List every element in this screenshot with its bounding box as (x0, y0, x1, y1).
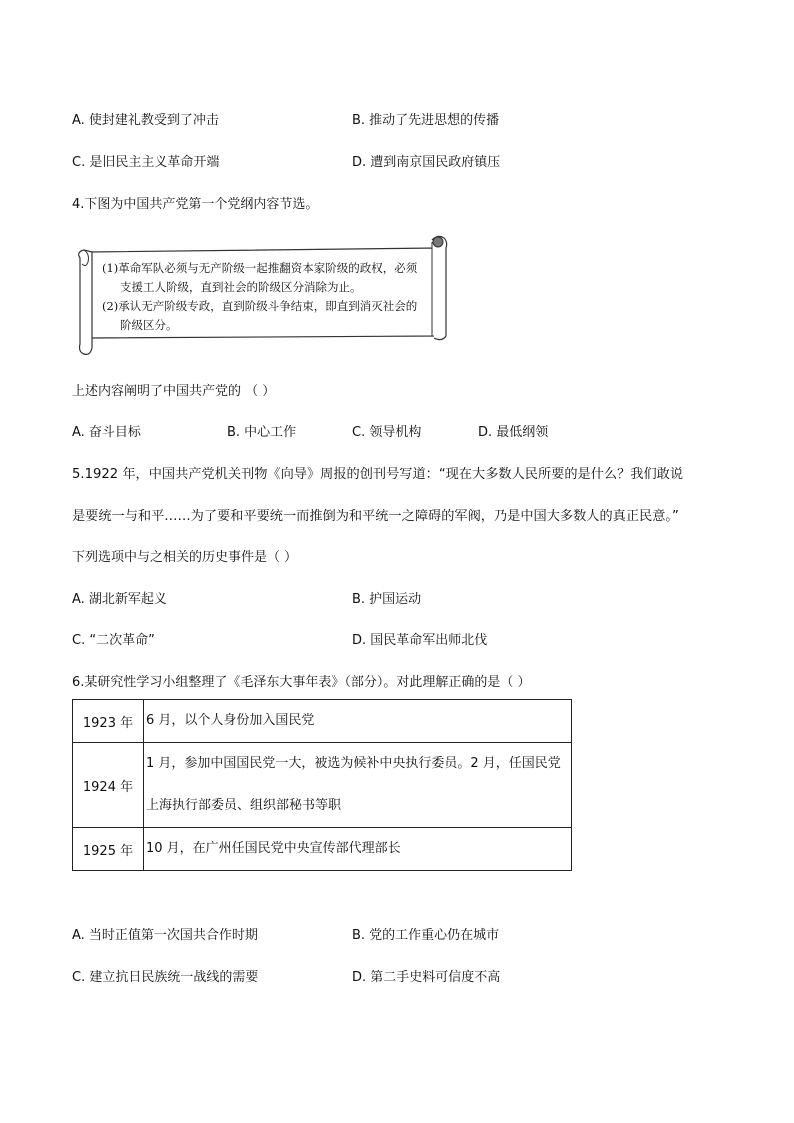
table-cell-event: 6 月，以个人身份加入国民党 (144, 700, 572, 743)
table-row (73, 700, 572, 743)
scroll-line-1: (1)革命军队必须与无产阶级一起推翻资本家阶级的政权，必须 (102, 261, 418, 275)
q3-option-d: D. 遭到南京国民政府镇压 (352, 155, 501, 170)
q3-option-a: A. 使封建礼教受到了冲击 (72, 113, 219, 128)
q5-stem-line-2: 是要统一与和平……为了要和平要统一而推倒为和平统一之障碍的军阀，乃是中国大多数人的真正民意。” (72, 509, 679, 524)
q5-option-a: A. 湖北新军起义 (72, 592, 167, 607)
q3-option-b: B. 推动了先进思想的传播 (352, 113, 500, 128)
table-cell-event: 10 月，在广州任国民党中央宣传部代理部长 (144, 828, 572, 871)
scroll-line-4: 阶级区分。 (120, 318, 178, 332)
table-cell-year: 1924 年 (73, 743, 144, 828)
table-row (73, 743, 572, 828)
q4-option-c: C. 领导机构 (352, 425, 422, 440)
q6-option-d: D. 第二手史料可信度不高 (352, 970, 501, 985)
scroll-illustration (76, 232, 448, 358)
table-cell-year: 1923 年 (73, 700, 144, 743)
q6-option-c: C. 建立抗日民族统一战线的需要 (72, 970, 259, 985)
q6-option-b: B. 党的工作重心仍在城市 (352, 928, 500, 943)
q4-question: 上述内容阐明了中国共产党的 （ ） (72, 384, 276, 399)
scroll-line-3: (2)承认无产阶级专政，直到阶级斗争结束，即直到消灭社会的 (102, 299, 418, 313)
q6-stem: 6.某研究性学习小组整理了《毛泽东大事年表》（部分）。对此理解正确的是（ ） (72, 675, 531, 690)
q5-option-b: B. 护国运动 (352, 592, 422, 607)
q5-stem-line-1: 5.1922 年，中国共产党机关刊物《向导》周报的创刊号写道：“现在大多数人民所要的是什么？我们敢说 (72, 467, 684, 482)
scroll-line-2: 支援工人阶级，直到社会的阶级区分消除为止。 (120, 280, 362, 294)
mao-chronology-table (72, 699, 572, 871)
q3-option-c: C. 是旧民主主义革命开端 (72, 155, 220, 170)
q5-question: 下列选项中与之相关的历史事件是（ ） (72, 550, 298, 565)
q4-stem: 4.下图为中国共产党第一个党纲内容节选。 (72, 197, 319, 212)
q5-option-c: C. “二次革命” (72, 633, 155, 648)
table-cell-year: 1925 年 (73, 828, 144, 871)
q4-option-d: D. 最低纲领 (478, 425, 549, 440)
q4-option-b: B. 中心工作 (227, 425, 297, 440)
party-program-scroll (76, 232, 448, 358)
table-row (73, 828, 572, 871)
q4-option-a: A. 奋斗目标 (72, 425, 141, 440)
q5-option-d: D. 国民革命军出师北伐 (352, 633, 488, 648)
table-cell-event: 1 月，参加中国国民党一大，被选为候补中央执行委员。2 月，任国民党上海执行部委员、组织部秘书等职 (144, 743, 572, 828)
q6-option-a: A. 当时正值第一次国共合作时期 (72, 928, 258, 943)
